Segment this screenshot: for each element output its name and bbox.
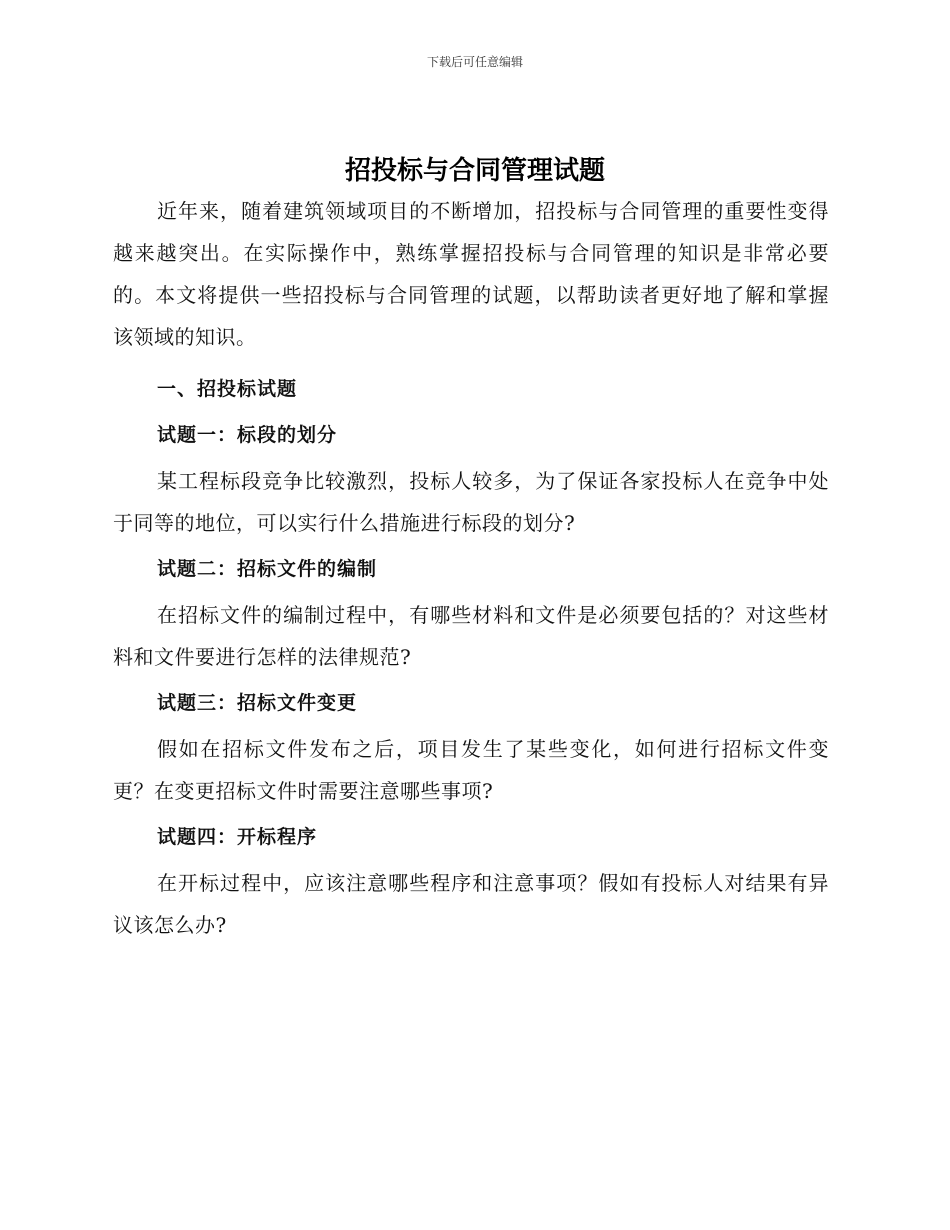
question-1-body: 某工程标段竞争比较激烈，投标人较多，为了保证各家投标人在竞争中处于同等的地位，可以实行什么措施进行标段的划分? (113, 469, 829, 535)
question-2-heading: 试题二：招标文件的编制 (157, 558, 378, 580)
question-2-body: 在招标文件的编制过程中，有哪些材料和文件是必须要包括的？对这些材料和文件要进行怎样的法律规范? (113, 603, 829, 669)
question-4-heading: 试题四：开标程序 (157, 826, 318, 848)
question-1-heading: 试题一：标段的划分 (157, 424, 338, 446)
document-body (113, 190, 829, 946)
question-3-heading: 试题三：招标文件变更 (157, 692, 358, 714)
question-3-body: 假如在招标文件发布之后，项目发生了某些变化，如何进行招标文件变更？在变更招标文件时需要注意哪些事项? (113, 737, 829, 803)
intro-paragraph: 近年来，随着建筑领域项目的不断增加，招投标与合同管理的重要性变得越来越突出。在实际操作中，熟练掌握招投标与合同管理的知识是非常必要的。本文将提供一些招投标与合同管理的试题，以帮助读者更好地了解和掌握该领域的知识。 (113, 199, 829, 349)
question-4-body: 在开标过程中，应该注意哪些程序和注意事项？假如有投标人对结果有异议该怎么办? (113, 871, 829, 937)
header-note: 下载后可任意编辑 (426, 55, 523, 69)
section-heading: 一、招投标试题 (157, 378, 298, 400)
document-title: 招投标与合同管理试题 (344, 156, 605, 186)
